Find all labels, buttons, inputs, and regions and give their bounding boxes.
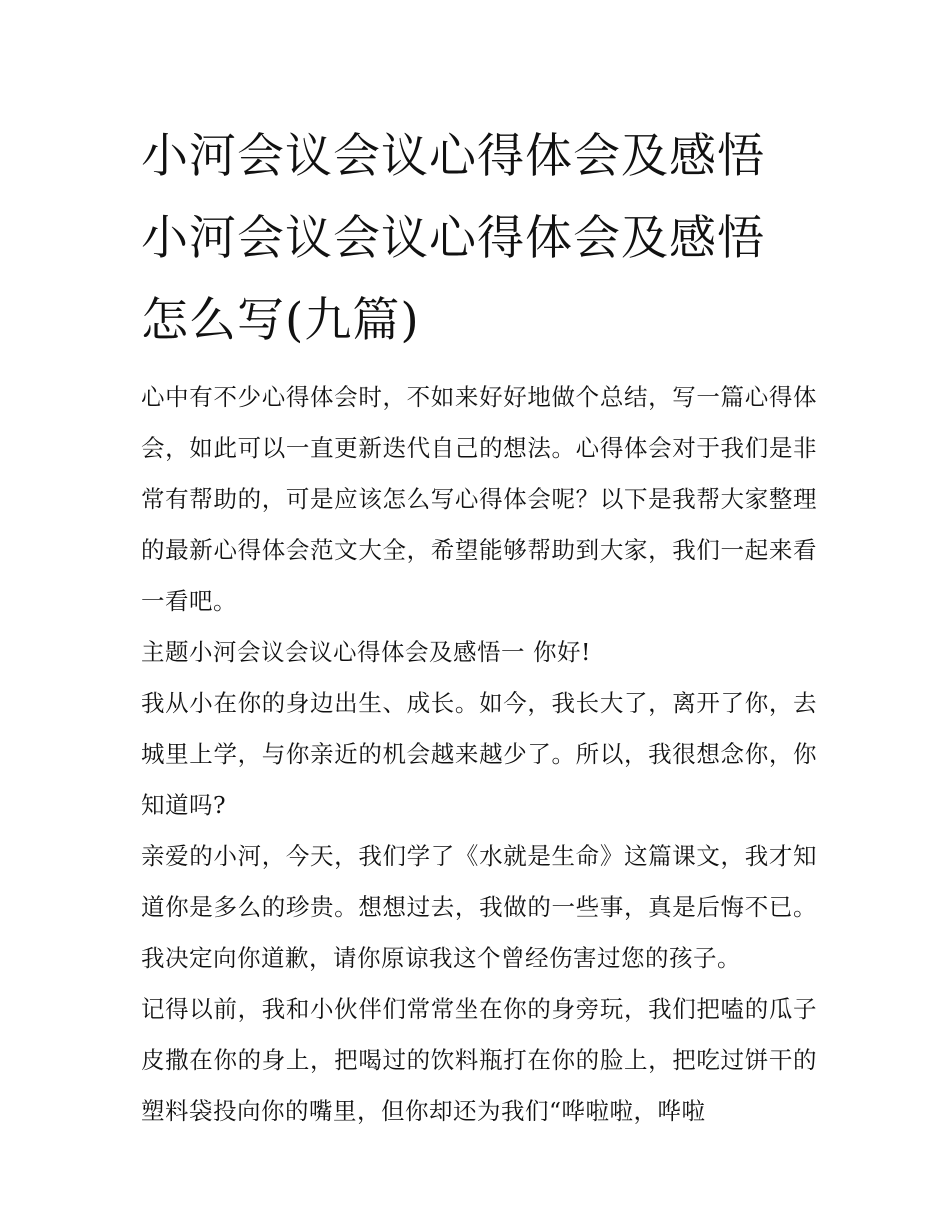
- body-paragraph: 我从小在你的身边出生、成长。如今，我长大了，离开了你，去城里上学，与你亲近的机会越来越少了。所以，我很想念你，你知道吗?: [141, 689, 817, 819]
- title-line: 小河会议会议心得体会及感悟: [141, 211, 765, 266]
- document-content: [141, 116, 817, 1137]
- title-line: 小河会议会议心得体会及感悟: [141, 129, 765, 184]
- document-title: [141, 116, 817, 362]
- title-line: 怎么写(九篇): [141, 293, 420, 348]
- intro-paragraph: 心中有不少心得体会时，不如来好好地做个总结，写一篇心得体会，如此可以一直更新迭代自己的想法。心得体会对于我们是非常有帮助的，可是应该怎么写心得体会呢？以下是我帮大家整理的最新心得体会范文大全，希望能够帮助到大家，我们一起来看一看吧。: [141, 383, 817, 615]
- section-heading: 主题小河会议会议心得体会及感悟一 你好!: [141, 638, 591, 666]
- body-paragraph: 亲爱的小河，今天，我们学了《水就是生命》这篇课文，我才知道你是多么的珍贵。想想过去，我做的一些事，真是后悔不已。我决定向你道歉，请你原谅我这个曾经伤害过您的孩子。: [141, 842, 817, 972]
- document-body: [141, 372, 817, 1137]
- body-paragraph: 记得以前，我和小伙伴们常常坐在你的身旁玩，我们把嗑的瓜子皮撒在你的身上，把喝过的饮料瓶打在你的脸上，把吃过饼干的塑料袋投向你的嘴里，但你却还为我们“哗啦啦，哗啦: [141, 995, 817, 1125]
